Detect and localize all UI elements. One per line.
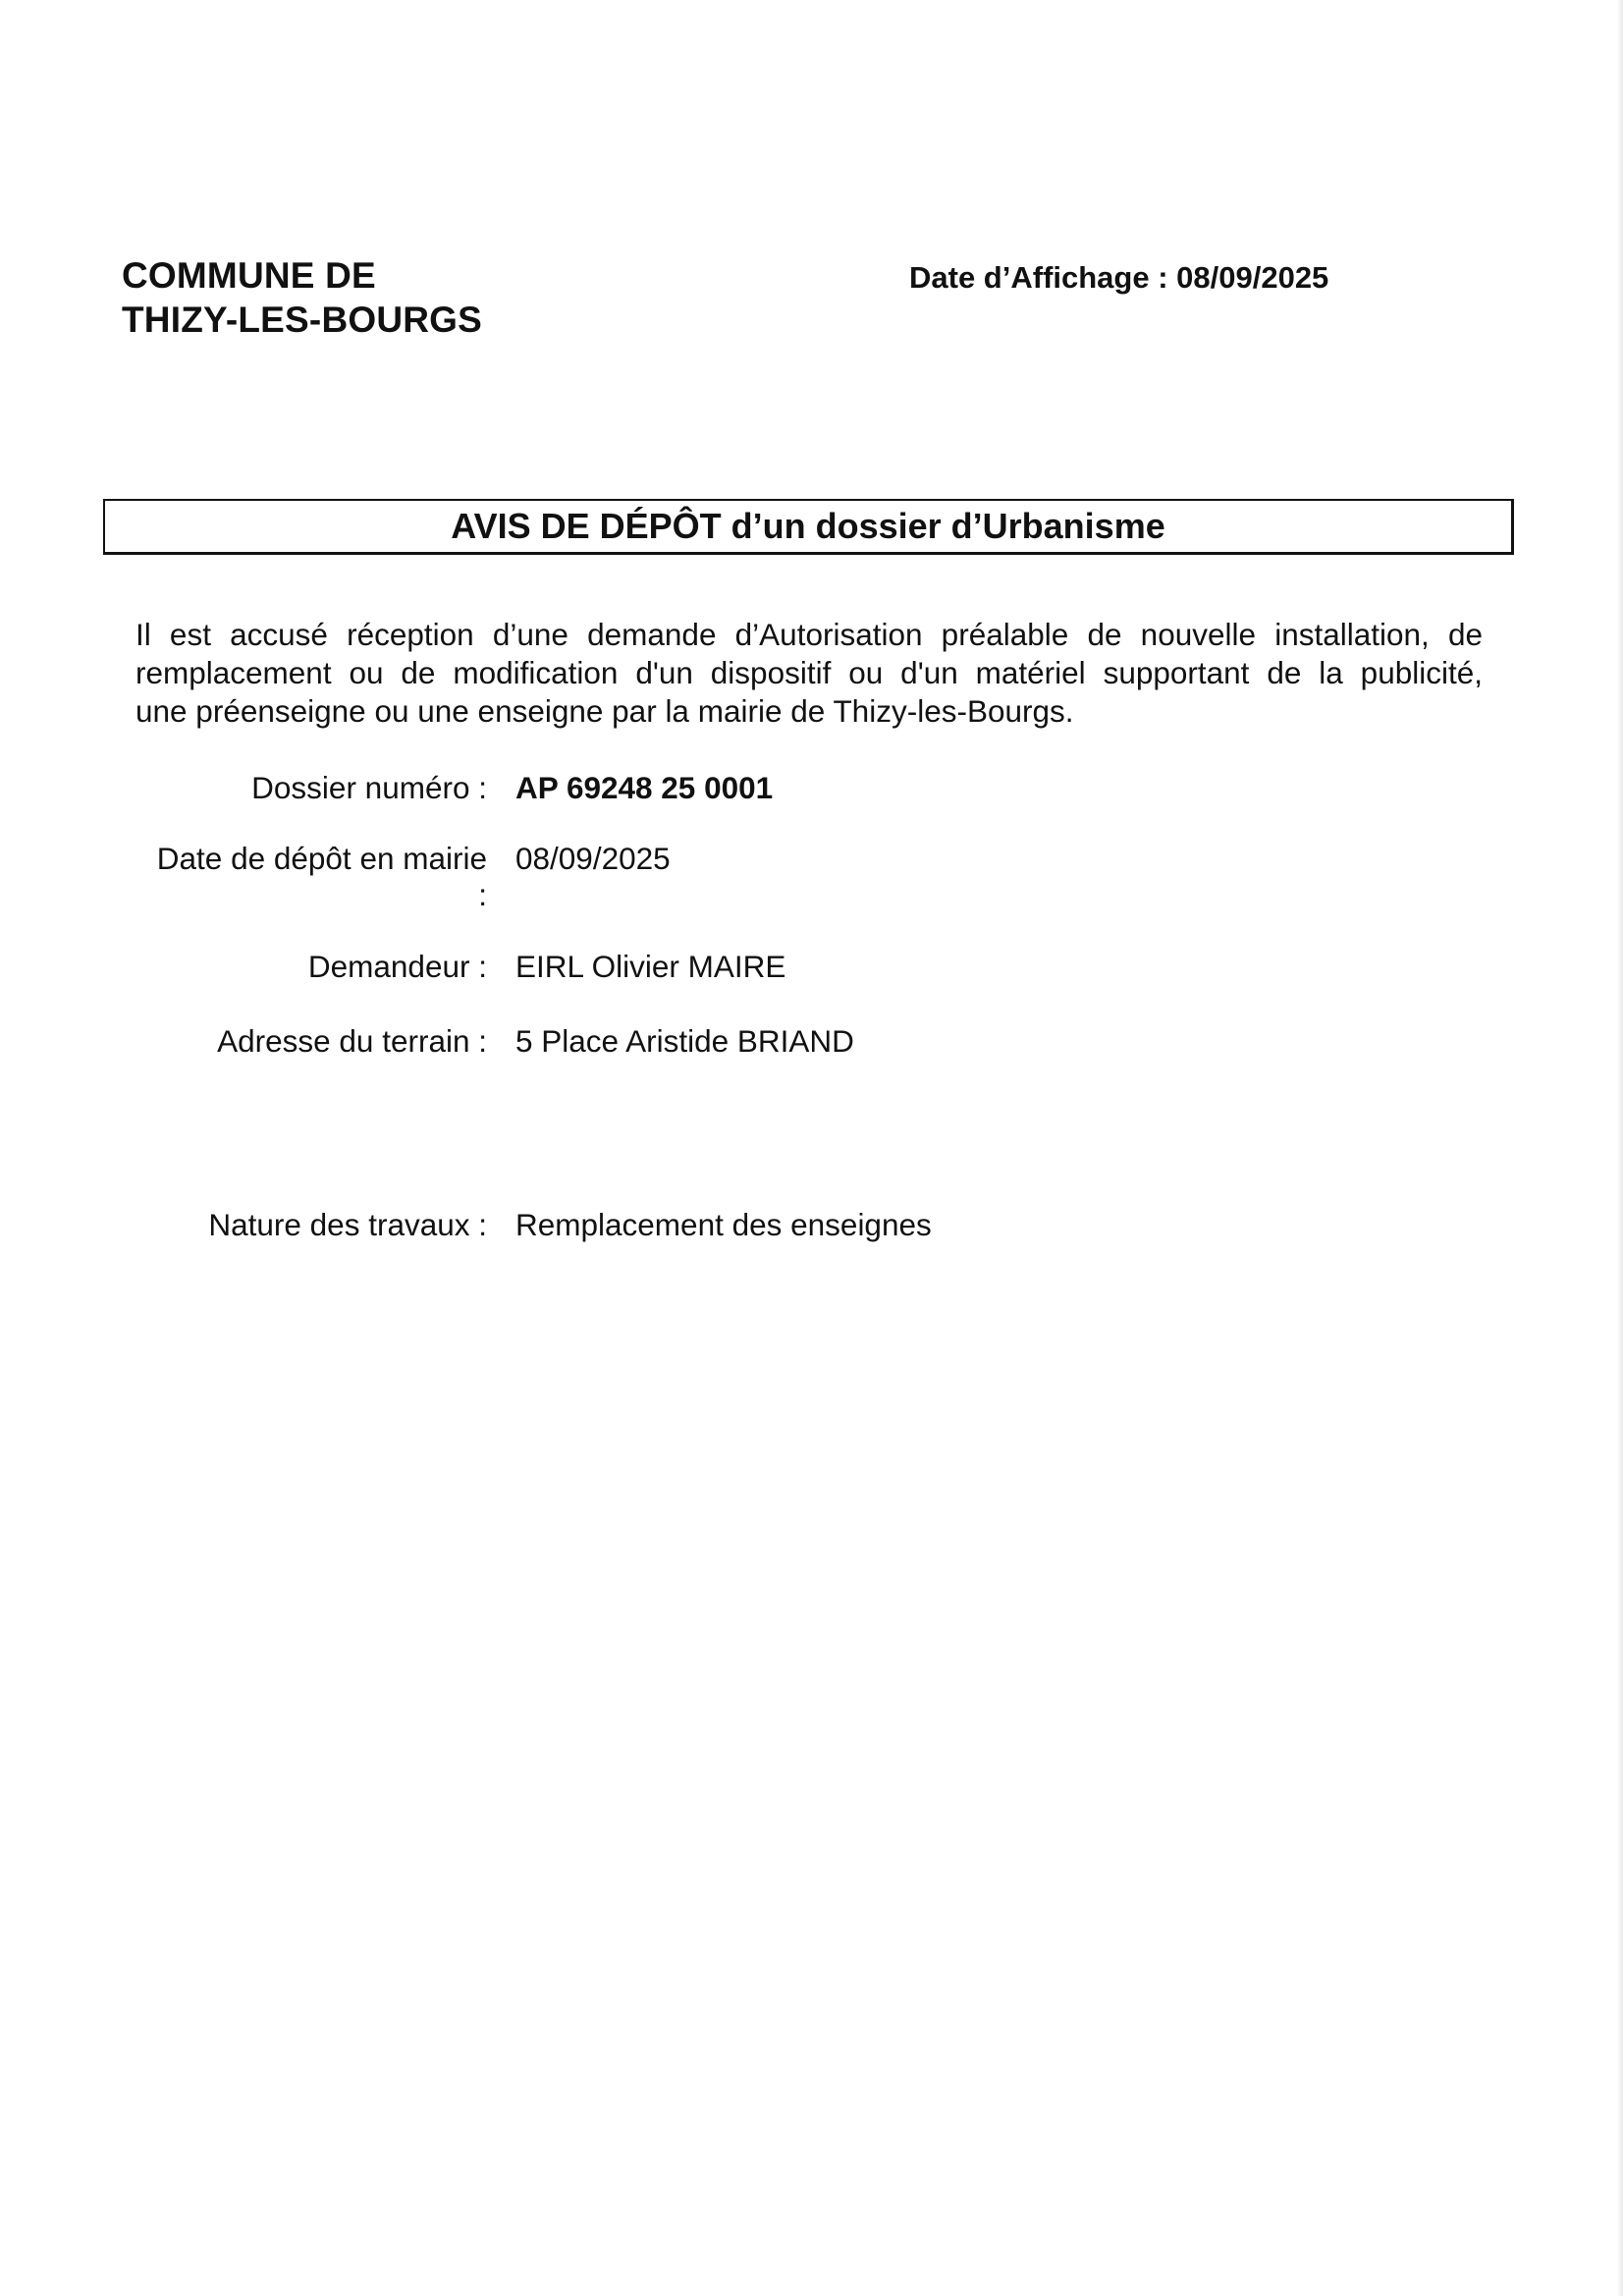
nature-value: Remplacement des enseignes	[515, 1207, 932, 1242]
affichage-date: Date d’Affichage : 08/09/2025	[909, 260, 1329, 295]
intro-line-2: remplacement ou de modification d'un dispositif ou d'un matériel supportant de la publicité,	[135, 655, 1483, 690]
nature-label: Nature des travaux :	[208, 1207, 487, 1242]
adresse-value: 5 Place Aristide BRIAND	[515, 1023, 854, 1059]
scan-edge-shadow	[1617, 0, 1623, 2296]
dossier-label: Dossier numéro :	[251, 770, 487, 805]
commune-line-2: THIZY-LES-BOURGS	[122, 300, 483, 340]
commune-name	[122, 253, 482, 342]
date-depot-value: 08/09/2025	[515, 841, 671, 876]
date-depot-label-line-1: Date de dépôt en mairie	[156, 841, 487, 876]
intro-paragraph	[135, 616, 1483, 731]
date-depot-label-line-2: :	[478, 877, 487, 912]
demandeur-label: Demandeur :	[307, 949, 487, 984]
title-box	[103, 499, 1514, 555]
dossier-value: AP 69248 25 0001	[515, 770, 774, 805]
intro-line-1: Il est accusé réception d’une demande d’Autorisation préalable de nouvelle installation, de	[135, 617, 1483, 652]
demandeur-value: EIRL Olivier MAIRE	[515, 949, 786, 984]
commune-line-1: COMMUNE DE	[122, 255, 376, 296]
intro-line-3: une préenseigne ou une enseigne par la mairie de Thizy-les-Bourgs.	[135, 693, 1074, 729]
adresse-label: Adresse du terrain :	[217, 1023, 487, 1059]
document-title: AVIS DE DÉPÔT d’un dossier d’Urbanisme	[451, 506, 1165, 546]
